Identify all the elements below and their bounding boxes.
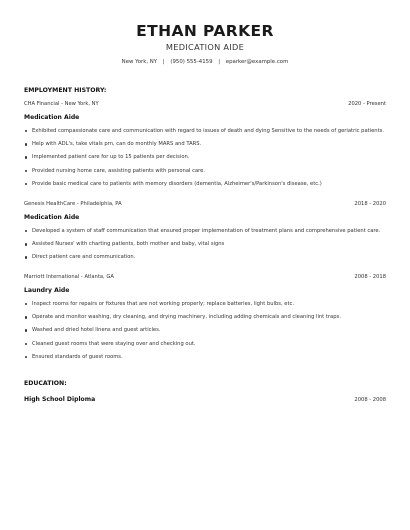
job-entry <box>24 274 386 367</box>
candidate-title: MEDICATION AIDE <box>165 42 245 52</box>
job-title: Medication Aide <box>24 114 80 121</box>
job-title: Medication Aide <box>24 214 80 221</box>
contact-phone: (950) 555-4159 <box>170 59 213 65</box>
education-dates: 2008 - 2008 <box>354 397 386 403</box>
job-company: Marriott International - Atlanta, GA <box>24 274 114 280</box>
job-meta <box>24 201 386 209</box>
bullet-item: Provided nursing home care, assisting patients with personal care. <box>24 168 386 181</box>
bullet-item: Operate and monitor washing, dry cleaning, and drying machinery, including adding chemicals and cleaning lint traps. <box>24 314 386 327</box>
job-dates: 2020 - Present <box>348 101 386 107</box>
bullet-item: Developed a system of staff communication that ensured proper implementation of treatment plans and comprehensive patient care. <box>24 228 386 241</box>
bullet-item: Help with ADL's, take vitals prn, can do monthly MARS and TARS. <box>24 141 386 154</box>
bullet-item: Washed and dried hotel linens and guest articles. <box>24 327 386 340</box>
job-dates: 2018 - 2020 <box>354 201 386 207</box>
employment-heading: EMPLOYMENT HISTORY: <box>24 87 107 94</box>
bullet-item: Inspect rooms for repairs or fixtures that are not working properly; replace batteries, light bulbs, etc. <box>24 301 386 314</box>
bullet-item: Implemented patient care for up to 15 patients per decision. <box>24 154 386 167</box>
job-bullets <box>24 128 386 194</box>
bullet-item: Exhibited compassionate care and communication with regard to issues of death and dying Sensitive to the needs of geriatric patients. <box>24 128 386 141</box>
job-title: Laundry Aide <box>24 287 70 294</box>
job-entry <box>24 201 386 268</box>
job-bullets <box>24 301 386 367</box>
contact-email: eparker@example.com <box>225 59 289 65</box>
bullet-item: Assisted Nurses' with charting patients, both mother and baby, vital signs <box>24 241 386 254</box>
job-company: CHA Financial - New York, NY <box>24 101 99 107</box>
education-meta <box>24 396 386 403</box>
education-heading: EDUCATION: <box>24 380 67 387</box>
job-meta <box>24 101 386 109</box>
job-dates: 2008 - 2018 <box>354 274 386 280</box>
job-meta <box>24 274 386 282</box>
job-entry <box>24 101 386 194</box>
job-bullets <box>24 228 386 268</box>
candidate-name: ETHAN PARKER <box>136 22 274 40</box>
contact-separator: | <box>218 59 221 65</box>
contact-separator: | <box>162 59 165 65</box>
contact-location: New York, NY <box>121 59 158 65</box>
contact-line <box>0 59 410 65</box>
bullet-item: Cleaned guest rooms that were staying over and checking out. <box>24 341 386 354</box>
bullet-item: Ensured standards of guest rooms. <box>24 354 386 367</box>
bullet-item: Provide basic medical care to patients with memory disorders (dementia, Alzheimer's/Parkinson's disease, etc.) <box>24 181 386 194</box>
education-degree: High School Diploma <box>24 396 96 403</box>
education-entry <box>24 396 386 403</box>
job-company: Genesis HealthCare - Philadelphia, PA <box>24 201 122 207</box>
bullet-item: Direct patient care and communication. <box>24 254 386 267</box>
